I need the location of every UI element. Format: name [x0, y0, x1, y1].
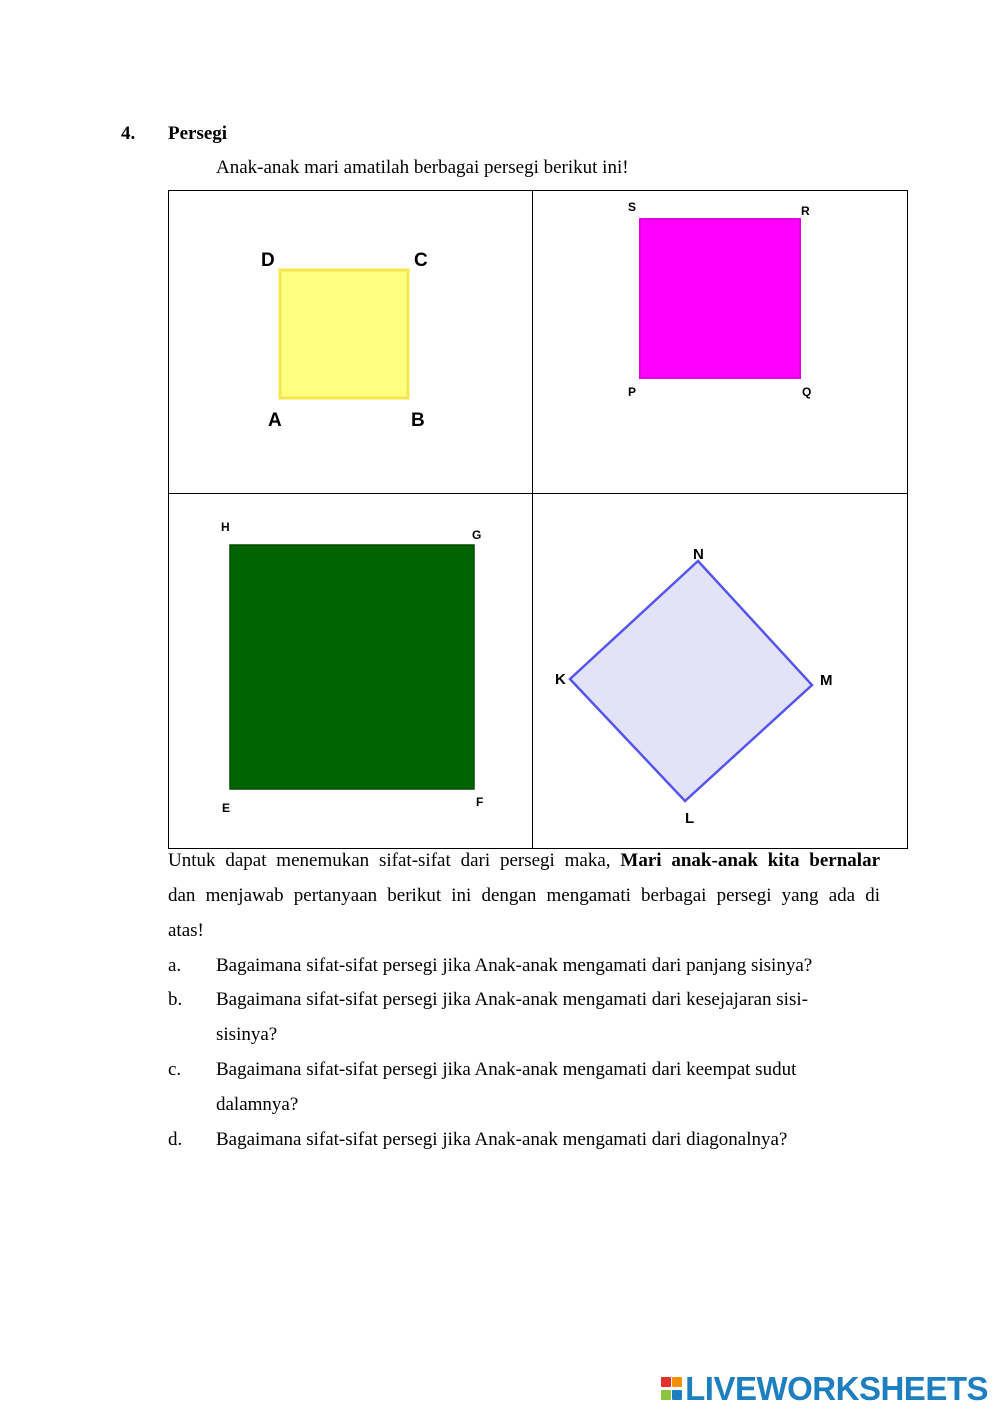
vertex-label-b: B	[411, 410, 425, 431]
vertex-label-c: C	[414, 250, 428, 271]
vertex-label-e: E	[222, 801, 231, 815]
question-c-letter: c.	[168, 1059, 182, 1080]
vertex-label-d: D	[261, 250, 275, 271]
section-number: 4.	[121, 123, 136, 144]
paragraph-text-start: Untuk dapat menemukan sifat-sifat dari persegi maka,	[168, 850, 611, 871]
intro-text: Anak-anak mari amatilah berbagai persegi berikut ini!	[216, 157, 629, 178]
liveworksheets-logo-icon	[661, 1376, 683, 1402]
question-c-text-line-2: dalamnya?	[216, 1094, 299, 1115]
vertex-label-m: M	[820, 672, 833, 689]
section-title: Persegi	[168, 123, 228, 144]
vertex-label-r: R	[801, 204, 810, 218]
square-klmn-figure	[533, 494, 906, 847]
vertex-label-q: Q	[802, 385, 812, 399]
vertex-label-s: S	[628, 200, 637, 214]
liveworksheets-logo-text: LIVEWORKSHEETS	[685, 1370, 988, 1407]
question-d-letter: d.	[168, 1129, 183, 1150]
vertex-label-k: K	[555, 671, 566, 688]
question-b-text-line-1: Bagaimana sifat-sifat persegi jika Anak-anak mengamati dari kesejajaran sisi-	[216, 989, 808, 1010]
paragraph-line-3: atas!	[168, 920, 204, 941]
question-b-text-line-2: sisinya?	[216, 1024, 278, 1045]
paragraph-line-1	[168, 850, 880, 872]
vertex-label-f: F	[476, 795, 484, 809]
square-klmn	[570, 561, 812, 801]
vertex-label-h: H	[221, 520, 230, 534]
question-d-text: Bagaimana sifat-sifat persegi jika Anak-anak mengamati dari diagonalnya?	[216, 1129, 788, 1150]
square-abcd	[280, 270, 408, 398]
square-efgh-figure	[169, 494, 531, 847]
vertex-label-n: N	[693, 546, 704, 563]
question-c-text-line-1: Bagaimana sifat-sifat persegi jika Anak-anak mengamati dari keempat sudut	[216, 1059, 797, 1080]
vertex-label-l: L	[685, 810, 695, 827]
square-abcd-figure	[169, 191, 531, 492]
vertex-label-g: G	[472, 528, 482, 542]
square-pqrs-figure	[533, 191, 906, 492]
liveworksheets-logo	[661, 1372, 988, 1406]
question-a-text: Bagaimana sifat-sifat persegi jika Anak-anak mengamati dari panjang sisinya?	[216, 955, 813, 976]
question-a-letter: a.	[168, 955, 182, 976]
question-b-letter: b.	[168, 989, 183, 1010]
vertex-label-p: P	[628, 385, 637, 399]
vertex-label-a: A	[268, 410, 282, 431]
paragraph-line-2: dan menjawab pertanyaan berikut ini dengan mengamati berbagai persegi yang ada di	[168, 885, 880, 906]
square-pqrs	[640, 219, 800, 378]
square-efgh	[230, 545, 474, 789]
paragraph-emphasis: Mari anak-anak kita bernalar	[620, 850, 881, 871]
